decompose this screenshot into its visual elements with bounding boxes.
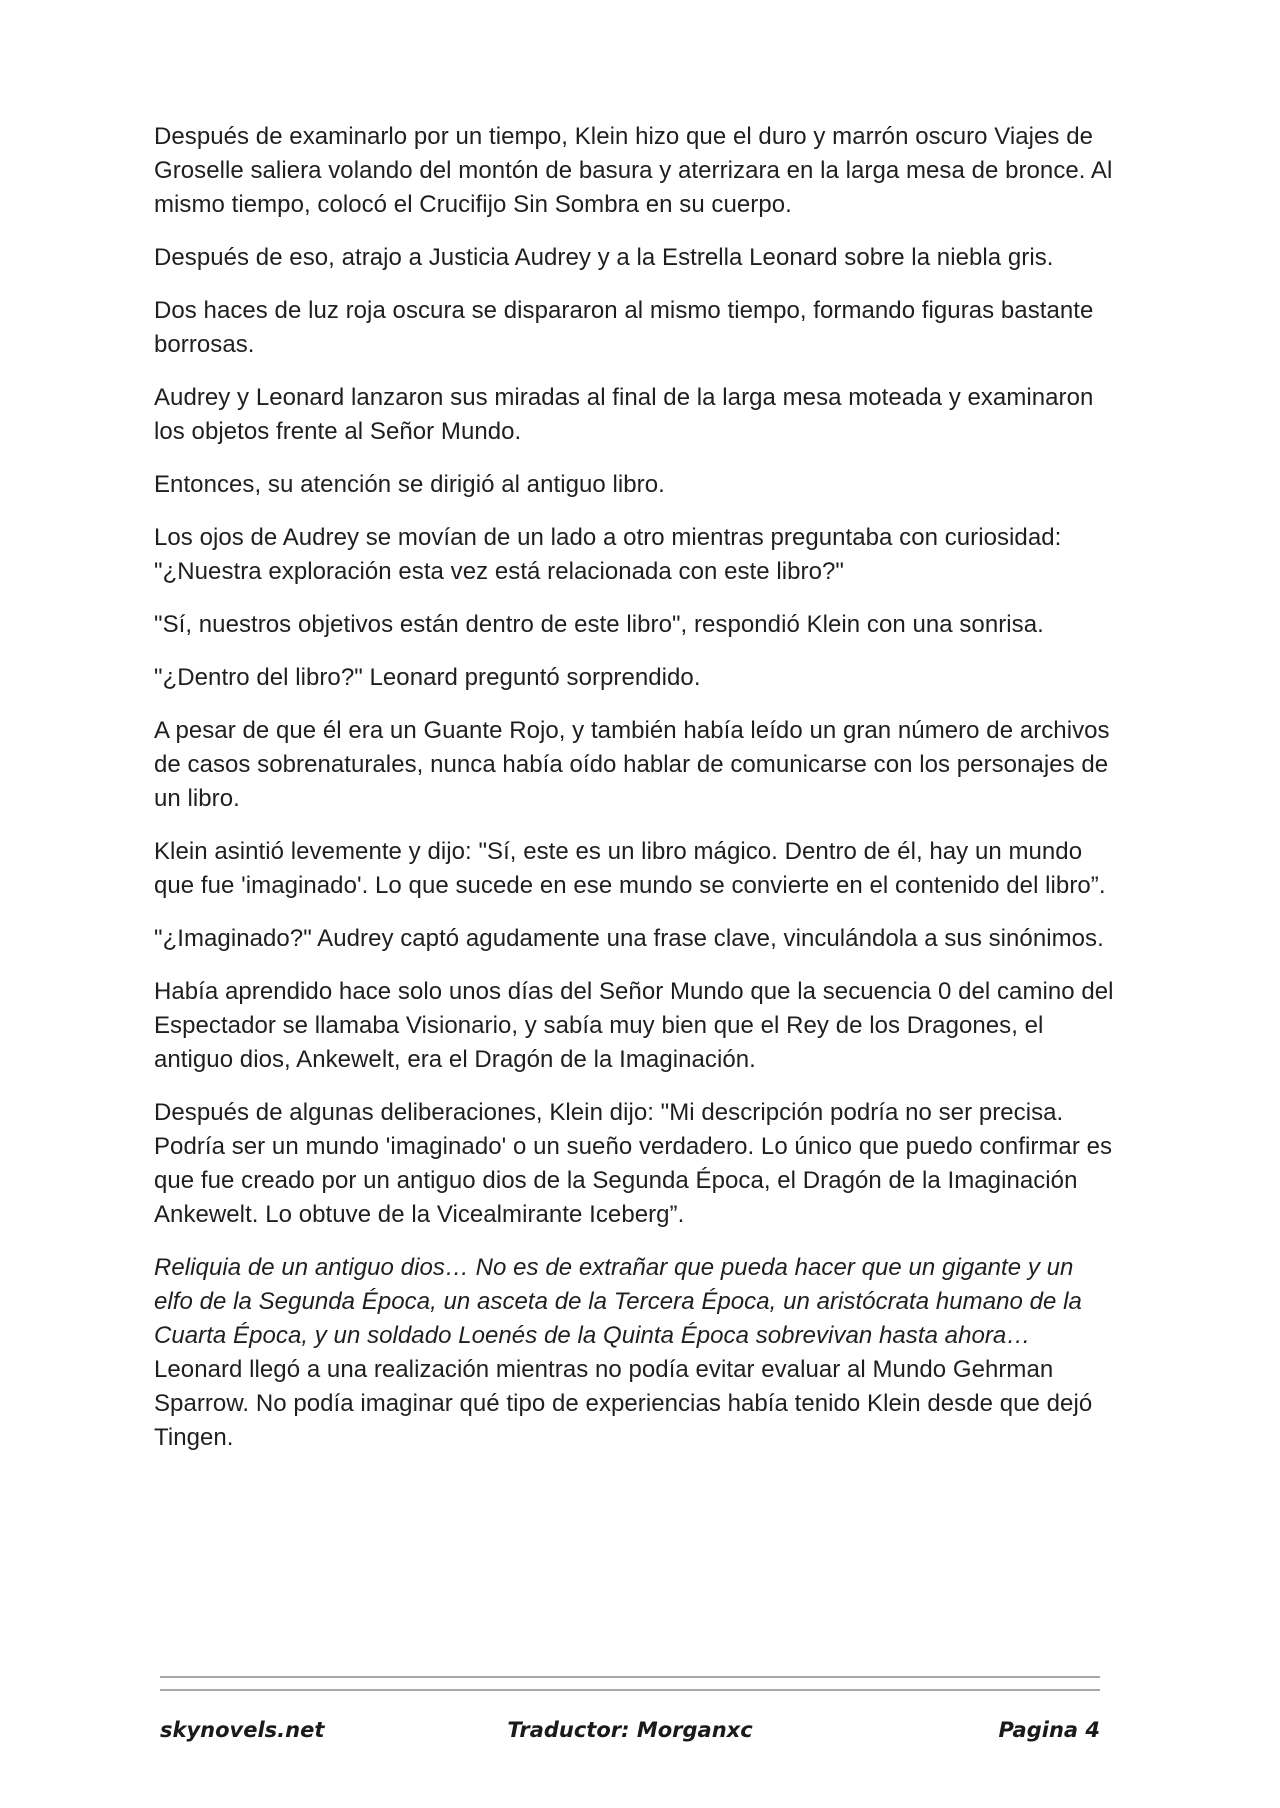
paragraph-14-narration: Leonard llegó a una realización mientras no podía evitar evaluar al Mundo Gehrman Sparrow. No podía imaginar qué tipo de experiencias había tenido Klein desde que dejó Tingen. — [154, 1356, 1093, 1451]
footer-divider-top — [160, 1676, 1100, 1678]
paragraph-14 — [154, 1251, 1114, 1455]
paragraph-4: Audrey y Leonard lanzaron sus miradas al final de la larga mesa moteada y examinaron los objetos frente al Señor Mundo. — [154, 384, 1094, 445]
paragraph-2: Después de eso, atrajo a Justicia Audrey y a la Estrella Leonard sobre la niebla gris. — [154, 244, 1054, 271]
footer-divider-bottom — [160, 1689, 1100, 1691]
footer-page-number: Pagina 4 — [998, 1718, 1100, 1742]
paragraph-8: "¿Dentro del libro?" Leonard preguntó sorprendido. — [154, 664, 701, 691]
paragraph-5: Entonces, su atención se dirigió al antiguo libro. — [154, 471, 665, 498]
paragraph-1: Después de examinarlo por un tiempo, Klein hizo que el duro y marrón oscuro Viajes de Groselle saliera volando del montón de basura y aterrizara en la larga mesa de bronce. Al mismo tiempo, colocó el Crucifijo Sin Sombra en su cuerpo. — [154, 123, 1113, 218]
footer-site: skynovels.net — [160, 1718, 325, 1742]
paragraph-13: Después de algunas deliberaciones, Klein dijo: "Mi descripción podría no ser precisa. Podría ser un mundo 'imaginado' o un sueño verdadero. Lo único que puedo confirmar es que fue creado por un antiguo dios de la Segunda Época, el Dragón de la Imaginación Ankewelt. Lo obtuve de la Vicealmirante Iceberg”. — [154, 1099, 1113, 1228]
paragraph-7: "Sí, nuestros objetivos están dentro de este libro", respondió Klein con una sonrisa. — [154, 611, 1044, 638]
paragraph-14-thought: Reliquia de un antiguo dios… No es de extrañar que pueda hacer que un gigante y un elfo de la Segunda Época, un asceta de la Tercera Época, un aristócrata humano de la Cuarta Época, y un soldado Loenés de la Quinta Época sobrevivan hasta ahora… — [154, 1254, 1082, 1349]
page-footer — [160, 1718, 1100, 1748]
chapter-text — [154, 120, 1114, 1474]
paragraph-6: Los ojos de Audrey se movían de un lado a otro mientras preguntaba con curiosidad: "¿Nuestra exploración esta vez está relacionada con este libro?" — [154, 524, 1062, 585]
paragraph-12: Había aprendido hace solo unos días del Señor Mundo que la secuencia 0 del camino del Espectador se llamaba Visionario, y sabía muy bien que el Rey de los Dragones, el antiguo dios, Ankewelt, era el Dragón de la Imaginación. — [154, 978, 1114, 1073]
paragraph-11: "¿Imaginado?" Audrey captó agudamente una frase clave, vinculándola a sus sinónimos. — [154, 925, 1104, 952]
footer-translator: Traductor: Morganxc — [507, 1718, 753, 1742]
paragraph-3: Dos haces de luz roja oscura se dispararon al mismo tiempo, formando figuras bastante borrosas. — [154, 297, 1094, 358]
paragraph-10: Klein asintió levemente y dijo: "Sí, este es un libro mágico. Dentro de él, hay un mundo que fue 'imaginado'. Lo que sucede en ese mundo se convierte en el contenido del libro”. — [154, 838, 1106, 899]
paragraph-9: A pesar de que él era un Guante Rojo, y también había leído un gran número de archivos de casos sobrenaturales, nunca había oído hablar de comunicarse con los personajes de un libro. — [154, 717, 1110, 812]
